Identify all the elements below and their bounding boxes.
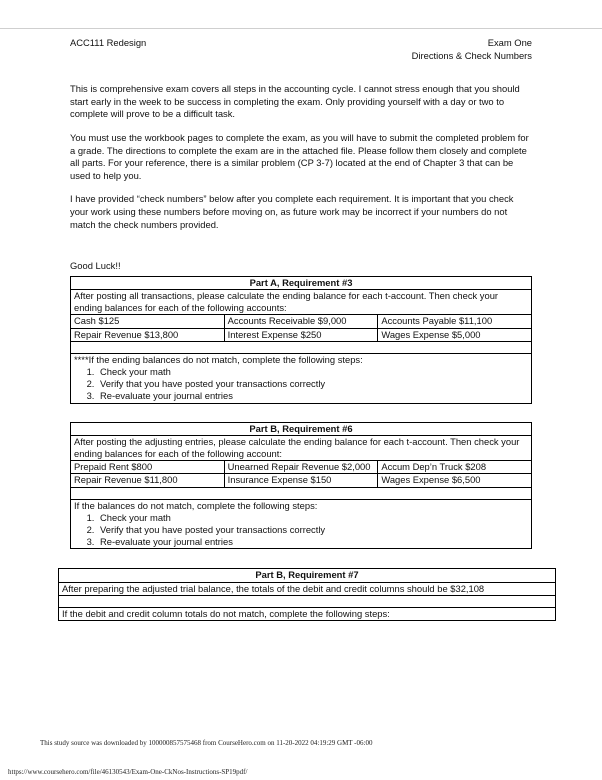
part-a-instruction: After posting all transactions, please calculate the ending balance for each t-account. Then check your ending balances for each of the following accounts:	[71, 289, 532, 314]
check-cell: Repair Revenue $11,800	[71, 474, 225, 487]
check-cell: Insurance Expense $150	[224, 474, 378, 487]
table-row	[71, 328, 532, 341]
top-divider	[0, 28, 602, 29]
good-luck-text: Good Luck!!	[70, 260, 121, 272]
check-cell: Accum Dep’n Truck $208	[378, 461, 532, 474]
document-page	[62, 37, 532, 621]
check-cell: Wages Expense $6,500	[378, 474, 532, 487]
part-b7-table	[58, 568, 556, 621]
list-item: 2. Verify that you have posted your transactions correctly	[97, 524, 528, 536]
table-row	[71, 461, 532, 474]
check-cell: Prepaid Rent $800	[71, 461, 225, 474]
part-b6-table	[70, 422, 532, 550]
check-cell: Unearned Repair Revenue $2,000	[224, 461, 378, 474]
check-cell: Wages Expense $5,000	[378, 328, 532, 341]
list-item: 3. Re-evaluate your journal entries	[97, 390, 528, 402]
empty-row	[59, 595, 556, 607]
part-b6-instruction: After posting the adjusting entries, please calculate the ending balance for each t-account. Then check your ending balances for each of the following account:	[71, 435, 532, 460]
part-a-steps	[74, 366, 528, 403]
check-cell: Interest Expense $250	[224, 328, 378, 341]
check-cell: Cash $125	[71, 315, 225, 328]
intro-paragraph-3: I have provided “check numbers” below after you complete each requirement. It is important that you check your work using these numbers before moving on, as future work may be incorrect if your numbers do not match the check numbers provided.	[70, 193, 514, 230]
part-b6-steps-cell	[71, 499, 532, 549]
list-item: 2. Verify that you have posted your transactions correctly	[97, 378, 528, 390]
part-a-steps-cell	[71, 353, 532, 403]
download-note: This study source was downloaded by 100000857575468 from CourseHero.com on 11-20-2022 04:19:29 GMT -06:00	[40, 739, 373, 747]
part-a-table	[70, 276, 532, 404]
exam-subtitle: Directions & Check Numbers	[411, 49, 532, 61]
part-a-title: Part A, Requirement #3	[71, 276, 532, 289]
part-a-note: ****If the ending balances do not match, complete the following steps:	[74, 353, 363, 365]
intro-paragraph-2: You must use the workbook pages to complete the exam, as you will have to submit the completed problem for a grade. The directions to complete the exam are in the attached file. Please follow them closely and complete all parts. For your reference, there is a similar problem (CP 3-7) located at the end of Chapter 3 that can be used to help you.	[70, 131, 529, 181]
part-b6-title: Part B, Requirement #6	[71, 422, 532, 435]
check-cell: Accounts Receivable $9,000	[224, 315, 378, 328]
empty-row	[71, 487, 532, 499]
part-b7-note: If the debit and credit column totals do not match, complete the following steps:	[59, 607, 556, 620]
document-header	[70, 37, 532, 62]
header-right	[412, 37, 532, 62]
part-b6-steps	[74, 512, 528, 549]
list-item: 1. Check your math	[97, 366, 528, 378]
table-row	[71, 315, 532, 328]
exam-title: Exam One	[487, 37, 532, 48]
check-cell: Repair Revenue $13,800	[71, 328, 225, 341]
part-b6-note: If the balances do not match, complete the following steps:	[74, 499, 318, 511]
course-name: ACC111 Redesign	[70, 37, 147, 48]
intro-paragraph-1: This is comprehensive exam covers all steps in the accounting cycle. I cannot stress enough that you should start early in the week to be success in completing the exam. Only providing yourself with a day or two to complete will prove to be a difficult task.	[70, 83, 520, 120]
source-url[interactable]: https://www.coursehero.com/file/46130543/Exam-One-CkNos-Instructions-SP19pdf/	[8, 768, 248, 776]
part-b7-title: Part B, Requirement #7	[59, 569, 556, 582]
table-row	[71, 474, 532, 487]
list-item: 3. Re-evaluate your journal entries	[97, 536, 528, 548]
list-item: 1. Check your math	[97, 512, 528, 524]
check-cell: Accounts Payable $11,100	[378, 315, 532, 328]
empty-row	[71, 341, 532, 353]
part-b7-instruction: After preparing the adjusted trial balance, the totals of the debit and credit columns should be $32,108	[59, 582, 556, 595]
